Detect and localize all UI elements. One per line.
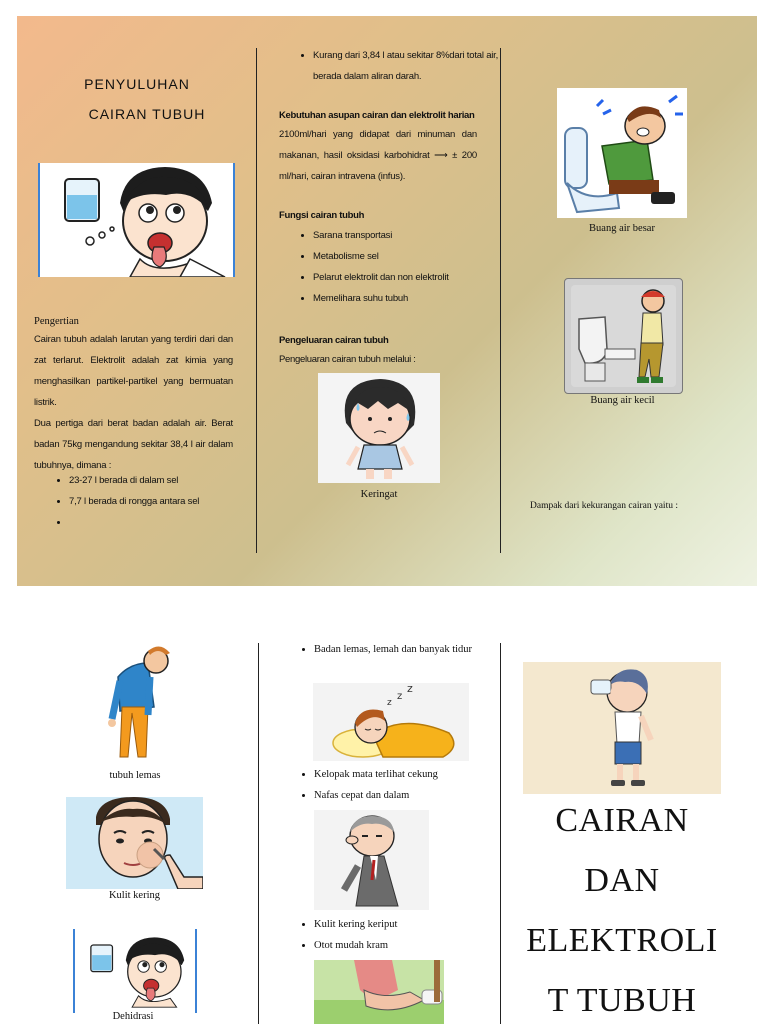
list-item: • Badan lemas, lemah dan banyak tidur bbox=[314, 639, 494, 660]
toilet-boy-illustration bbox=[557, 88, 687, 218]
cover-title bbox=[505, 791, 739, 1031]
dehydration-boy-illustration bbox=[73, 929, 197, 1013]
svg-text:z: z bbox=[397, 691, 403, 702]
svg-text:z: z bbox=[387, 698, 392, 708]
kebutuhan-heading: Kebutuhan asupan cairan dan elektrolit harian bbox=[279, 110, 475, 121]
dry-skin-illustration bbox=[66, 797, 203, 889]
sleeping-girl-illustration bbox=[313, 683, 469, 761]
air-bullet-list bbox=[49, 470, 249, 533]
column-divider bbox=[258, 643, 259, 1024]
list-item: • Nafas cepat dan dalam bbox=[314, 785, 504, 806]
symptom-list-3 bbox=[294, 914, 504, 956]
fungsi-list bbox=[293, 225, 513, 309]
title-line-2: CAIRAN TUBUH bbox=[88, 106, 206, 122]
lemas-caption: tubuh lemas bbox=[109, 770, 161, 781]
pengertian-heading: Pengertian bbox=[34, 316, 79, 327]
svg-text:z: z bbox=[407, 683, 413, 695]
weak-body-illustration bbox=[90, 641, 180, 761]
list-item: • 23-27 l berada di dalam sel bbox=[69, 470, 249, 491]
list-item: • Pelarut elektrolit dan non elektrolit bbox=[313, 267, 513, 288]
kebutuhan-text: 2100ml/hari yang didapat dari minuman dan makanan, hasil oksidasi karbohidrat ⟶ ± 200 ml/hari, cairan intravena (infus). bbox=[279, 129, 477, 182]
bak-caption: Buang air kecil bbox=[590, 395, 655, 406]
urinating-boy-illustration bbox=[564, 278, 683, 394]
dampak-text: Dampak dari kekurangan cairan yaitu : bbox=[530, 501, 678, 511]
brochure-page-1 bbox=[17, 16, 757, 586]
pengeluaran-text: Pengeluaran cairan tubuh melalui : bbox=[279, 354, 416, 365]
column-divider bbox=[256, 48, 257, 553]
thirsty-boy-illustration bbox=[38, 163, 235, 277]
muscle-cramp-illustration bbox=[314, 960, 444, 1024]
keringat-caption: Keringat bbox=[360, 489, 398, 500]
cover-title-line: CAIRAN bbox=[555, 802, 689, 839]
list-item: • Metabolisme sel bbox=[313, 246, 513, 267]
pengeluaran-heading: Pengeluaran cairan tubuh bbox=[279, 335, 389, 346]
title-line-1: PENYULUHAN bbox=[84, 76, 190, 92]
old-man-illustration bbox=[314, 810, 429, 910]
kulit-caption: Kulit kering bbox=[108, 890, 161, 901]
symptom-list-2 bbox=[294, 764, 504, 806]
cover-title-line: DAN bbox=[584, 862, 660, 899]
dehidrasi-caption: Dehidrasi bbox=[112, 1011, 154, 1022]
drinking-boy-illustration bbox=[523, 662, 721, 794]
list-item: • Kulit kering keriput bbox=[314, 914, 504, 935]
berat-text: Dua pertiga dari berat badan adalah air. Berat badan 75kg mengandung sekitar 38,4 l air dalam tubuhnya, dimana : bbox=[34, 418, 233, 471]
column-divider bbox=[500, 643, 501, 1024]
symptom-list-1 bbox=[294, 639, 494, 660]
fungsi-heading: Fungsi cairan tubuh bbox=[279, 210, 365, 221]
bab-caption: Buang air besar bbox=[589, 223, 655, 234]
pengertian-text: Cairan tubuh adalah larutan yang terdiri dari dan zat terlarut. Elektrolit adalah zat kimia yang menghasilkan partikel-partikel yang bermuatan listrik. bbox=[34, 334, 233, 408]
sweating-girl-illustration bbox=[318, 373, 440, 483]
list-item bbox=[69, 512, 249, 533]
cover-title-line: T TUBUH bbox=[547, 982, 697, 1019]
list-item: • 7,7 l berada di rongga antara sel bbox=[69, 491, 249, 512]
list-item: • Kelopak mata terlihat cekung bbox=[314, 764, 504, 785]
cover-title-line: ELEKTROLI bbox=[526, 922, 718, 959]
darah-bullet bbox=[293, 45, 513, 87]
list-item: • Otot mudah kram bbox=[314, 935, 504, 956]
list-item: • Memelihara suhu tubuh bbox=[313, 288, 513, 309]
list-item: • Kurang dari 3,84 l atau sekitar 8%dari total air, berada dalam aliran darah. bbox=[313, 45, 513, 87]
list-item: • Sarana transportasi bbox=[313, 225, 513, 246]
